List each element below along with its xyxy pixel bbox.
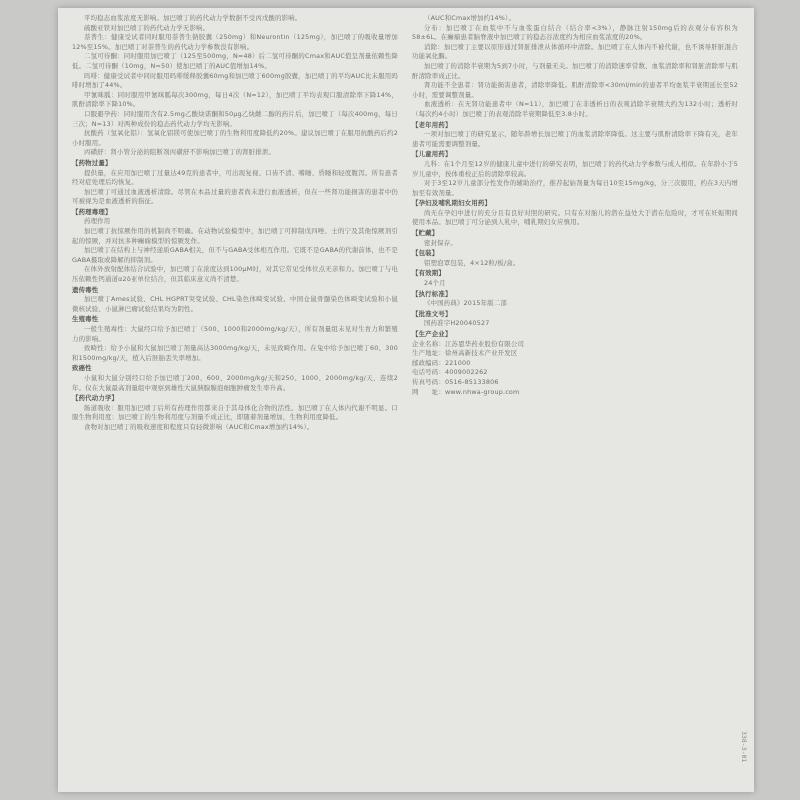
section-heading: 【药物过量】	[72, 158, 112, 167]
section-heading: 【孕妇及哺乳期妇女用药】	[412, 199, 492, 208]
section-heading: 【执行标准】	[412, 289, 452, 298]
section-heading: 【批准文号】	[412, 309, 452, 318]
paragraph: 加巴喷丁的消除半衰期为5到7小时，与剂量无关。加巴喷丁的消除速率常数、血浆清除率和肾脏清除率与肌酐清除率成正比。	[412, 61, 738, 80]
section-heading: 【生产企业】	[412, 330, 452, 338]
paragraph: 肠道吸收：服用加巴喷丁后所有药理作用都来自于其母体化合物的活性。加巴喷丁在人体内代谢不明显。口服生物利用度：加巴喷丁的生物利用度与剂量不成正比，即随着剂量增加，生物利用度降低。	[72, 403, 398, 422]
paragraph: 24个月	[424, 279, 446, 288]
paragraph: 传真号码：0516-85133806	[412, 377, 499, 386]
paragraph: 加巴喷丁Ames试验、CHL HGPRT突变试验、CHL染色体畸变试验、中国仓鼠骨髓染色体畸变试验和小鼠微核试验、小鼠淋巴瘤试验结果均为阴性。	[72, 295, 398, 313]
paragraph: 一般生殖毒性：大鼠经口给予加巴喷丁（500、1000和2000mg/kg/天），所有剂量组未见对生育力和繁殖力的影响。	[72, 325, 398, 343]
paragraph: 一项对加巴喷丁的研究显示，随年龄增长加巴喷丁的血浆清除率降低。这主要与肌酐清除率下降有关，老年患者可能需要调整剂量。	[412, 130, 738, 148]
paragraph: 平均稳态血浆浓度无影响。加巴喷丁的药代动力学数据不受丙戊酸的影响。	[84, 14, 302, 22]
leaflet-page	[58, 8, 754, 792]
paragraph: 口服避孕药：同时服用含有2.5mg乙酸炔诺酮和50μg乙炔雌二醇的药片后，加巴喷丁（每次400mg，每日三次；N=13）对两种成份的稳态药代动力学均无影响。	[72, 109, 398, 128]
paragraph: （AUC和Cmax增加约14%）。	[424, 14, 516, 22]
paragraph: 丙磺舒：肾小管分泌的阻断剂丙磺舒不影响加巴喷丁的肾脏排泄。	[84, 148, 276, 157]
section-heading: 【儿童用药】	[412, 150, 452, 159]
paragraph: 生产地址：徐州高新技术产业开发区	[412, 349, 518, 358]
section-heading: 【有效期】	[412, 269, 445, 278]
paragraph: 密封保存。	[424, 238, 457, 247]
section-heading: 遗传毒性	[72, 285, 99, 294]
paragraph: 二氢可待酮：同时服用加巴喷丁（125至500mg，N=48）后二氢可待酮的Cmax和AUC值呈剂量依赖性降低。二氢可待酮（10mg，N=50）使加巴喷丁的AUC值增加14%。	[72, 52, 398, 70]
paragraph: 加巴喷丁在结构上与神经递质GABA相关，但不与GABA受体相互作用。它既不是GABA的代谢前体，也不是GABA摄取或降解的抑制剂。	[72, 246, 398, 264]
paragraph: 分布：加巴喷丁在血浆中不与血浆蛋白结合（结合率<3%），静脉注射150mg后的表观分布容积为58±6L。在癫痫患者脑脊液中加巴喷丁的稳态谷浓度约为相应血浆浓度的20%。	[412, 23, 738, 42]
section-heading: 致癌性	[72, 364, 92, 373]
paragraph: 加巴喷丁抗惊厥作用的机制尚不明确。在动物试验模型中，加巴喷丁可抑制戊四唑、士的宁及其他惊厥剂引起的惊厥，并对抗多种癫痫模型的惊厥发作。	[72, 227, 398, 245]
section-heading: 【药理毒理】	[72, 207, 112, 216]
section-heading: 【老年用药】	[412, 120, 452, 129]
paragraph: 电话号码：4009002262	[412, 368, 488, 377]
paragraph: 邮政编码：221000	[412, 358, 471, 367]
paragraph: 萘普生：健康受试者同时服用萘普生钠胶囊（250mg）和Neurontin（125mg），加巴喷丁的吸收量增加12%至15%。加巴喷丁对萘普生的药代动力学参数没有影响。	[72, 33, 398, 51]
paragraph: 药理作用	[84, 217, 111, 226]
paragraph: 在体外放射配体结合试验中，加巴喷丁在浓度达到100μM时，对其它常见受体位点无亲和力。加巴喷丁与电压依赖性钙通道α2δ亚单位结合，但其临床意义尚不清楚。	[72, 265, 398, 284]
paragraph: 肾功能不全患者：肾功能损害患者，清除率降低。肌酐清除率<30ml/min的患者平均血浆半衰期延长至52小时，需要调整剂量。	[412, 81, 738, 99]
paragraph: 国药准字H20040527	[424, 319, 490, 328]
paragraph: 企业名称：江苏恩华药业股份有限公司	[412, 339, 525, 348]
paragraph: 提供量，在应用加巴喷丁过量达49克的患者中，可出现复视、口齿不清、嗜睡、昏睡和轻度腹泻。所有患者经对症处理后均恢复。	[72, 168, 398, 187]
paragraph: 对于3至12岁儿童部分性发作的辅助治疗，推荐起始剂量为每日10至15mg/kg，分三次服用，约在3天内增加至有效剂量。	[412, 179, 738, 197]
paragraph: 尚无在孕妇中进行的充分且有良好对照的研究。只有在对胎儿的潜在益处大于潜在危险时，才可在妊娠期间使用本品。加巴喷丁可分泌到人乳中，哺乳期妇女应慎用。	[412, 208, 738, 227]
paragraph: 网 址：www.nhwa-group.com	[412, 387, 520, 396]
paragraph: 致畸性：给予小鼠和大鼠加巴喷丁剂量高达3000mg/kg/天，未见致畸作用。在兔中给予加巴喷丁60、300和1500mg/kg/天，植入后胚胎丢失率增加。	[72, 344, 398, 362]
left-column	[72, 14, 398, 784]
paragraph: 儿科：在1个月至12岁的健康儿童中进行的研究表明，加巴喷丁的药代动力学参数与成人相似。在年龄小于5岁儿童中，按体重校正后的清除率较高。	[412, 159, 738, 178]
section-heading: 【包装】	[412, 249, 439, 258]
paragraph: 吗啡：健康受试者中同时服用吗啡缓释胶囊60mg和加巴喷丁600mg胶囊，加巴喷丁的平均AUC比未服用吗啡时增加了44%。	[72, 71, 398, 90]
right-column	[412, 14, 738, 784]
paragraph: 小鼠和大鼠分别经口给予加巴喷丁200、600、2000mg/kg/天和250、1000、2000mg/kg/天，连续2年。仅在大鼠最高剂量组中观察到雄性大鼠胰腺腺泡细胞肿瘤发生率升高。	[72, 373, 398, 392]
paragraph: 食物对加巴喷丁的吸收速度和程度只有轻微影响（AUC和Cmax增加约14%）。	[84, 422, 314, 431]
section-heading: 【药代动力学】	[72, 394, 119, 403]
paragraph: 硫酸亚铁对加巴喷丁的药代动力学无影响。	[84, 23, 210, 32]
paragraph: 抗酸药（氢氧化铝）：氢氧化铝镁可使加巴喷丁的生物利用度降低约20%。建议加巴喷丁在服用抗酸药后约2小时服用。	[72, 129, 398, 147]
paragraph: 甲氰咪胍：同时服用甲氰咪胍每次300mg，每日4次（N=12），加巴喷丁平均表观口服清除率下降14%，肌酐清除率下降10%。	[72, 90, 398, 109]
print-code: 338-3-01	[740, 730, 748, 762]
section-heading: 【贮藏】	[412, 229, 439, 238]
paragraph: 《中国药典》2015年版二部	[424, 299, 507, 308]
section-heading: 生殖毒性	[72, 315, 99, 324]
paragraph: 消除：加巴喷丁主要以原形通过肾脏排泄从体循环中清除。加巴喷丁在人体内不被代谢，也不诱导肝脏混合功能氧化酶。	[412, 42, 738, 61]
paragraph: 血液透析：在无肾功能患者中（N=11），加巴喷丁在非透析日的表观消除半衰期大约为132小时；透析时（每次约4小时）加巴喷丁的表观消除半衰期降低至3.8小时。	[412, 100, 738, 118]
paragraph: 加巴喷丁可通过血液透析清除。尽管在本品过量的患者尚未进行血液透析，但在一些肾功能损害的患者中仍可被视为是血液透析的指征。	[72, 187, 398, 206]
paragraph: 铝塑泡罩包装，4×12粒/板/盒。	[424, 258, 520, 267]
